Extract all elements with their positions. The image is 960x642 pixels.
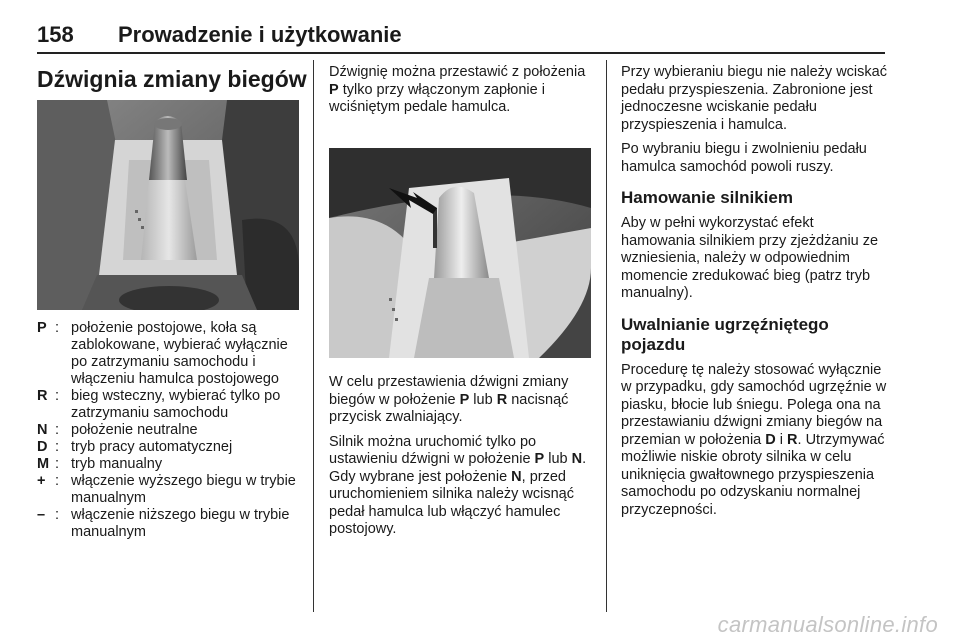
legend-text: włączenie niższego biegu w trybie manualnym [71,507,290,540]
minus-icon: – [37,507,46,523]
legend-item [37,422,299,439]
text-run: i [775,431,788,448]
running-title: Prowadzenie i użytkowanie [118,22,402,47]
gear-lever-photo [37,100,299,310]
legend-text: położenie neutralne [71,422,198,438]
legend-text: tryb manualny [71,456,163,472]
legend-colon: : [55,456,60,472]
text-run: W celu przestawienia dźwigni zmiany biegów w położenie [329,374,569,408]
paragraph: Aby w pełni wykorzystać efekt hamowania silnikiem przy zjeżdżaniu ze wzniesienia, należy w odpowiednim momencie zredukować bieg (patrz tryb manualny). [621,215,879,301]
section-title: Dźwignia zmiany biegów [37,66,307,92]
legend-text: włączenie wyższego biegu w trybie manualnym [71,473,296,506]
subheading-freeing-stuck-vehicle: Uwalnianie ugrzęźniętego pojazdu [621,314,829,354]
gear-letter: N [571,451,583,467]
page-number: 158 [37,22,74,47]
legend-item [37,456,299,473]
legend-key: R [37,388,48,404]
legend-item [37,507,299,541]
gear-letter: R [496,391,508,408]
text-run: Dźwignię można przestawić z położenia [329,64,586,80]
legend-colon: : [55,473,60,489]
paragraph [329,374,595,427]
legend-colon: : [55,388,60,404]
column-divider [606,60,607,612]
legend-text: tryb pracy automatycznej [71,439,233,455]
gear-letter: P [329,81,339,98]
gear-letter: N [511,468,522,485]
legend-key: N [37,422,48,438]
legend-colon: : [55,507,60,523]
legend-text: bieg wsteczny, wybierać tylko po zatrzymaniu samochodu [71,388,281,421]
gear-letter: P [459,391,470,408]
plus-icon: + [37,473,46,489]
text-run: lub [469,391,497,408]
column-divider [313,60,314,612]
gear-letter: R [787,431,798,448]
text-run: , przed uruchomieniem silnika należy wcisnąć pedał hamulca lub włączyć hamulec postojowy. [329,468,574,537]
text-run: Procedurę tę należy stosować wyłącznie w przypadku, gdy samochód ugrzęźnie w piasku, błocie lub śniegu. Polega ona na przestawianiu dźwigni zmiany biegów na przemian w położenia [621,361,887,448]
subheading-engine-braking: Hamowanie silnikiem [621,188,793,207]
legend-colon: : [55,439,60,455]
page-header [37,22,885,54]
legend-text: położenie postojowe, koła są zablokowane, wybierać wyłącznie po zatrzymaniu samochodu i włączeniu hamulca postojowego [71,320,288,387]
legend-key: D [37,439,48,455]
text-run: Silnik można uruchomić tylko po ustawieniu dźwigni w położenie [329,433,537,467]
legend-item [37,320,299,388]
column-2-bottom [329,374,595,539]
text-run: lub [544,451,572,467]
text-run: . Utrzymywać możliwie niskie obroty silnika w celu uniknięcia gwałtownego przyspieszenia samochodu po odzyskaniu normalnej przyczepności. [621,431,885,518]
legend-item [37,473,299,507]
paragraph [621,362,887,520]
paragraph [329,434,595,539]
legend-key: P [37,320,47,336]
column-2-top [329,64,595,117]
legend-colon: : [55,422,60,438]
legend-colon: : [55,320,60,336]
column-3 [621,64,887,519]
legend-key: M [37,456,50,472]
gear-letter: P [534,451,545,467]
text-run: nacisnąć przycisk zwalniający. [329,391,569,425]
paragraph: Po wybraniu biegu i zwolnieniu pedału hamulca samochód powoli ruszy. [621,141,867,175]
lever-release-button-photo [329,148,591,358]
legend-item [37,388,299,422]
text-run: tylko przy włączonym zapłonie i wciśniętym pedale hamulca. [329,81,545,115]
legend-item [37,439,299,456]
text-run: . Gdy wybrane jest położenie [329,451,587,485]
gear-positions-legend [37,320,299,541]
gear-letter: D [765,431,776,448]
watermark: carmanualsonline.info [717,612,938,637]
paragraph: Przy wybieraniu biegu nie należy wciskać pedału przyspieszenia. Zabronione jest jednoczesne wciskanie pedału przyspieszenia i hamulca. [621,64,887,133]
paragraph [329,64,595,117]
